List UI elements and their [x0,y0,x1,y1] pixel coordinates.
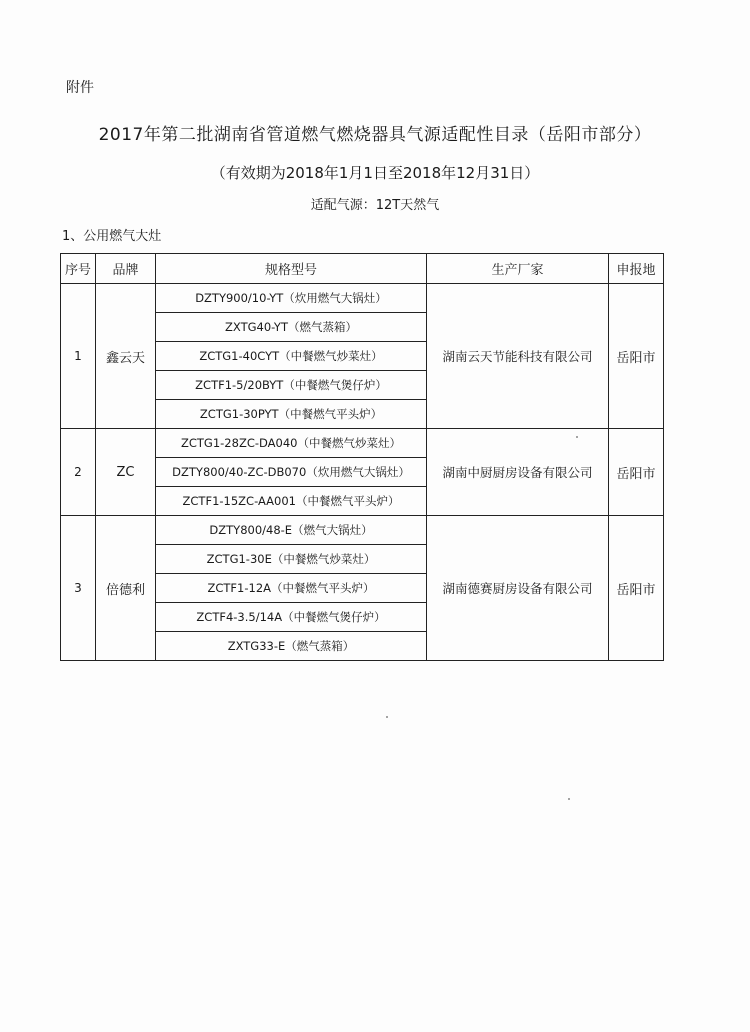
model-cell: ZXTG33-E（燃气蒸箱） [156,632,427,661]
maker-cell: 湖南德赛厨房设备有限公司 [427,516,609,661]
header-maker: 生产厂家 [427,254,609,284]
header-brand: 品牌 [96,254,156,284]
table-row [61,516,664,545]
seq-cell: 2 [61,429,96,516]
catalog-table [60,253,664,661]
table-header-row [61,254,664,284]
model-cell: ZCTF4-3.5/14A（中餐燃气煲仔炉） [156,603,427,632]
model-cell: ZCTG1-30PYT（中餐燃气平头炉） [156,400,427,429]
place-cell: 岳阳市 [609,516,664,661]
model-cell: ZCTF1-5/20BYT（中餐燃气煲仔炉） [156,371,427,400]
maker-cell: 湖南云天节能科技有限公司 [427,284,609,429]
model-cell: ZCTG1-28ZC-DA040（中餐燃气炒菜灶） [156,429,427,458]
model-cell: ZCTG1-40CYT（中餐燃气炒菜灶） [156,342,427,371]
model-cell: ZCTF1-15ZC-AA001（中餐燃气平头炉） [156,487,427,516]
brand-cell: 倍德利 [96,516,156,661]
maker-cell: 湖南中厨厨房设备有限公司 [427,429,609,516]
brand-cell: ZC [96,429,156,516]
header-seq: 序号 [61,254,96,284]
model-cell: DZTY900/10-YT（炊用燃气大锅灶） [156,284,427,313]
table-row [61,284,664,313]
brand-cell: 鑫云天 [96,284,156,429]
header-place: 申报地 [609,254,664,284]
section-heading: 1、公用燃气大灶 [62,229,162,244]
place-cell: 岳阳市 [609,284,664,429]
model-cell: ZCTG1-30E（中餐燃气炒菜灶） [156,545,427,574]
model-cell: DZTY800/40-ZC-DB070（炊用燃气大锅灶） [156,458,427,487]
place-cell: 岳阳市 [609,429,664,516]
scan-speck [568,798,570,800]
scan-speck [576,436,578,438]
header-model: 规格型号 [156,254,427,284]
validity-period: （有效期为2018年1月1日至2018年12月31日） [210,164,540,182]
document-title: 2017年第二批湖南省管道燃气燃烧器具气源适配性目录（岳阳市部分） [98,125,652,145]
model-cell: DZTY800/48-E（燃气大锅灶） [156,516,427,545]
scan-speck [386,716,388,718]
model-cell: ZCTF1-12A（中餐燃气平头炉） [156,574,427,603]
table-row [61,429,664,458]
seq-cell: 3 [61,516,96,661]
model-cell: ZXTG40-YT（燃气蒸箱） [156,313,427,342]
annex-label: 附件 [66,80,94,96]
gas-source: 适配气源：12T天然气 [310,198,440,213]
seq-cell: 1 [61,284,96,429]
